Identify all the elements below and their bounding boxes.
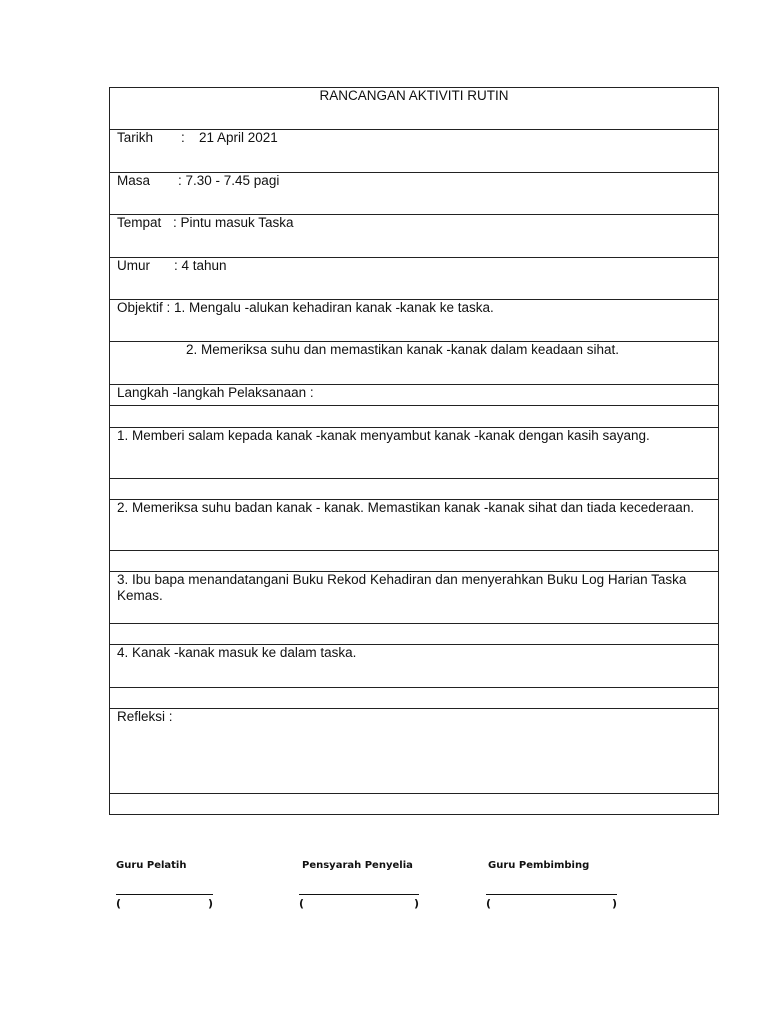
signature-role: Guru Pelatih	[116, 860, 187, 871]
signature-line	[486, 894, 617, 895]
date-row	[110, 130, 719, 173]
steps-heading-row	[110, 385, 719, 406]
form-title: RANCANGAN AKTIVITI RUTIN	[110, 88, 719, 130]
objective-label: Objektif :	[117, 300, 171, 315]
signature-guru-pembimbing	[486, 860, 617, 910]
objective-2: 2. Memeriksa suhu dan memastikan kanak -kanak dalam keadaan sihat.	[110, 342, 719, 385]
date-label: Tarikh	[117, 130, 154, 145]
reflection-row	[110, 709, 719, 794]
blank-row	[110, 551, 719, 572]
step-4: 4. Kanak -kanak masuk ke dalam taska.	[110, 645, 719, 688]
age-label: Umur	[117, 258, 150, 273]
blank-row	[110, 479, 719, 500]
open-paren: (	[116, 897, 122, 910]
time-row	[110, 173, 719, 215]
date-value: 21 April 2021	[199, 130, 278, 145]
blank-row	[110, 794, 719, 815]
step-row-1	[110, 428, 719, 479]
step-1: 1. Memberi salam kepada kanak -kanak menyambut kanak -kanak dengan kasih sayang.	[110, 428, 719, 479]
reflection-label: Refleksi :	[110, 709, 719, 794]
blank-row	[110, 624, 719, 645]
time-label: Masa	[117, 173, 151, 188]
blank-row	[110, 688, 719, 709]
place-label: Tempat	[117, 215, 162, 230]
signature-guru-pelatih	[116, 860, 213, 910]
signature-pensyarah-penyelia	[299, 860, 419, 910]
blank-row	[110, 406, 719, 428]
title-row	[110, 88, 719, 130]
close-paren: )	[413, 897, 419, 910]
place-value: : Pintu masuk Taska	[173, 215, 294, 230]
objective-row-1	[110, 300, 719, 342]
open-paren: (	[299, 897, 305, 910]
activity-plan-table	[109, 87, 719, 815]
signature-role: Guru Pembimbing	[488, 860, 590, 871]
steps-heading: Langkah -langkah Pelaksanaan :	[110, 385, 719, 406]
step-row-3	[110, 572, 719, 624]
age-row	[110, 258, 719, 300]
signature-role: Pensyarah Penyelia	[302, 860, 413, 871]
age-value: : 4 tahun	[174, 258, 227, 273]
time-value: : 7.30 - 7.45 pagi	[178, 173, 280, 188]
close-paren: )	[611, 897, 617, 910]
step-row-4	[110, 645, 719, 688]
step-row-2	[110, 500, 719, 551]
objective-1: 1. Mengalu -alukan kehadiran kanak -kanak ke taska.	[174, 300, 494, 315]
step-3: 3. Ibu bapa menandatangani Buku Rekod Kehadiran dan menyerahkan Buku Log Harian Taska Kemas.	[110, 572, 719, 624]
step-2: 2. Memeriksa suhu badan kanak - kanak. Memastikan kanak -kanak sihat dan tiada kecederaan.	[110, 500, 719, 551]
signature-line	[116, 894, 213, 895]
close-paren: )	[207, 897, 213, 910]
date-separator: :	[181, 130, 185, 145]
place-row	[110, 215, 719, 258]
objective-row-2	[110, 342, 719, 385]
open-paren: (	[486, 897, 492, 910]
signature-line	[299, 894, 419, 895]
